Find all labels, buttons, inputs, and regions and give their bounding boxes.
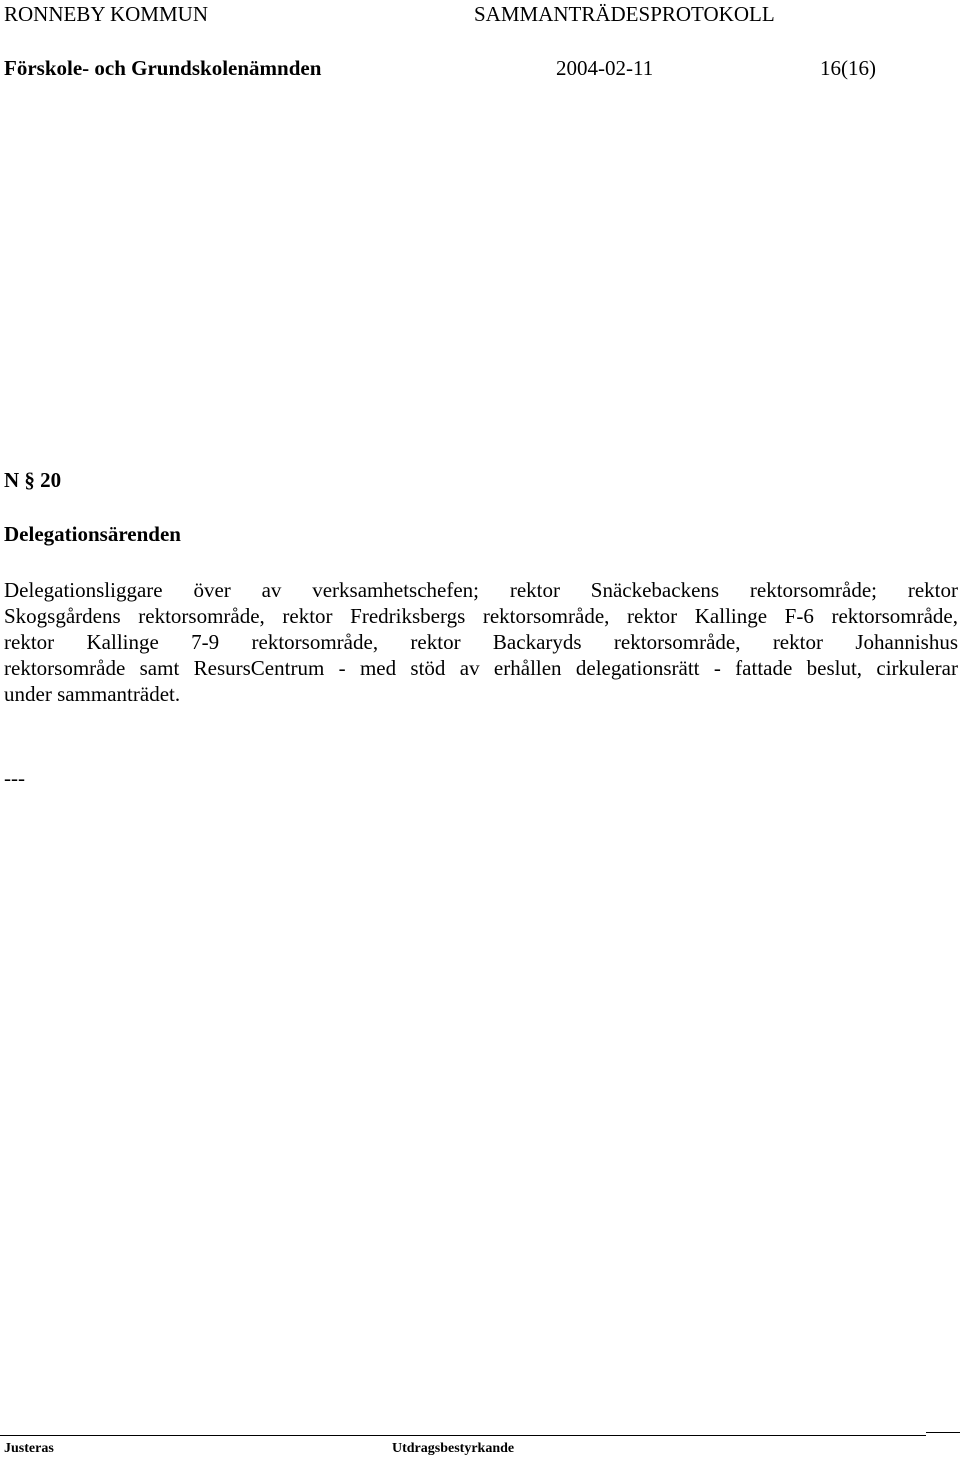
page-number: 16(16) [820, 56, 876, 80]
footer-divider-end [926, 1432, 960, 1433]
section-separator: --- [4, 766, 25, 790]
body-line: rektorsområde samt ResursCentrum - med stöd av erhållen delegationsrätt - fattade beslut, cirkulerar [4, 656, 958, 680]
body-line: Skogsgårdens rektorsområde, rektor Fredriksbergs rektorsområde, rektor Kallinge F-6 rektorsområde, [4, 604, 958, 628]
section-body [4, 577, 958, 707]
committee-name: Förskole- och Grundskolenämnden [4, 56, 322, 80]
section-heading: Delegationsärenden [4, 522, 181, 546]
body-line: Delegationsliggare över av verksamhetschefen; rektor Snäckebackens rektorsområde; rektor [4, 578, 958, 602]
document-type: SAMMANTRÄDESPROTOKOLL [474, 2, 775, 26]
body-line: rektor Kallinge 7-9 rektorsområde, rektor Backaryds rektorsområde, rektor Johannishus [4, 630, 958, 654]
footer-divider [0, 1435, 926, 1436]
utdragsbestyrkande-label: Utdragsbestyrkande [392, 1441, 515, 1456]
organization-name: RONNEBY KOMMUN [4, 2, 208, 26]
body-line: under sammanträdet. [4, 682, 181, 706]
section-number: N § 20 [4, 468, 62, 492]
justeras-label: Justeras [4, 1441, 54, 1456]
meeting-date: 2004-02-11 [556, 56, 654, 80]
